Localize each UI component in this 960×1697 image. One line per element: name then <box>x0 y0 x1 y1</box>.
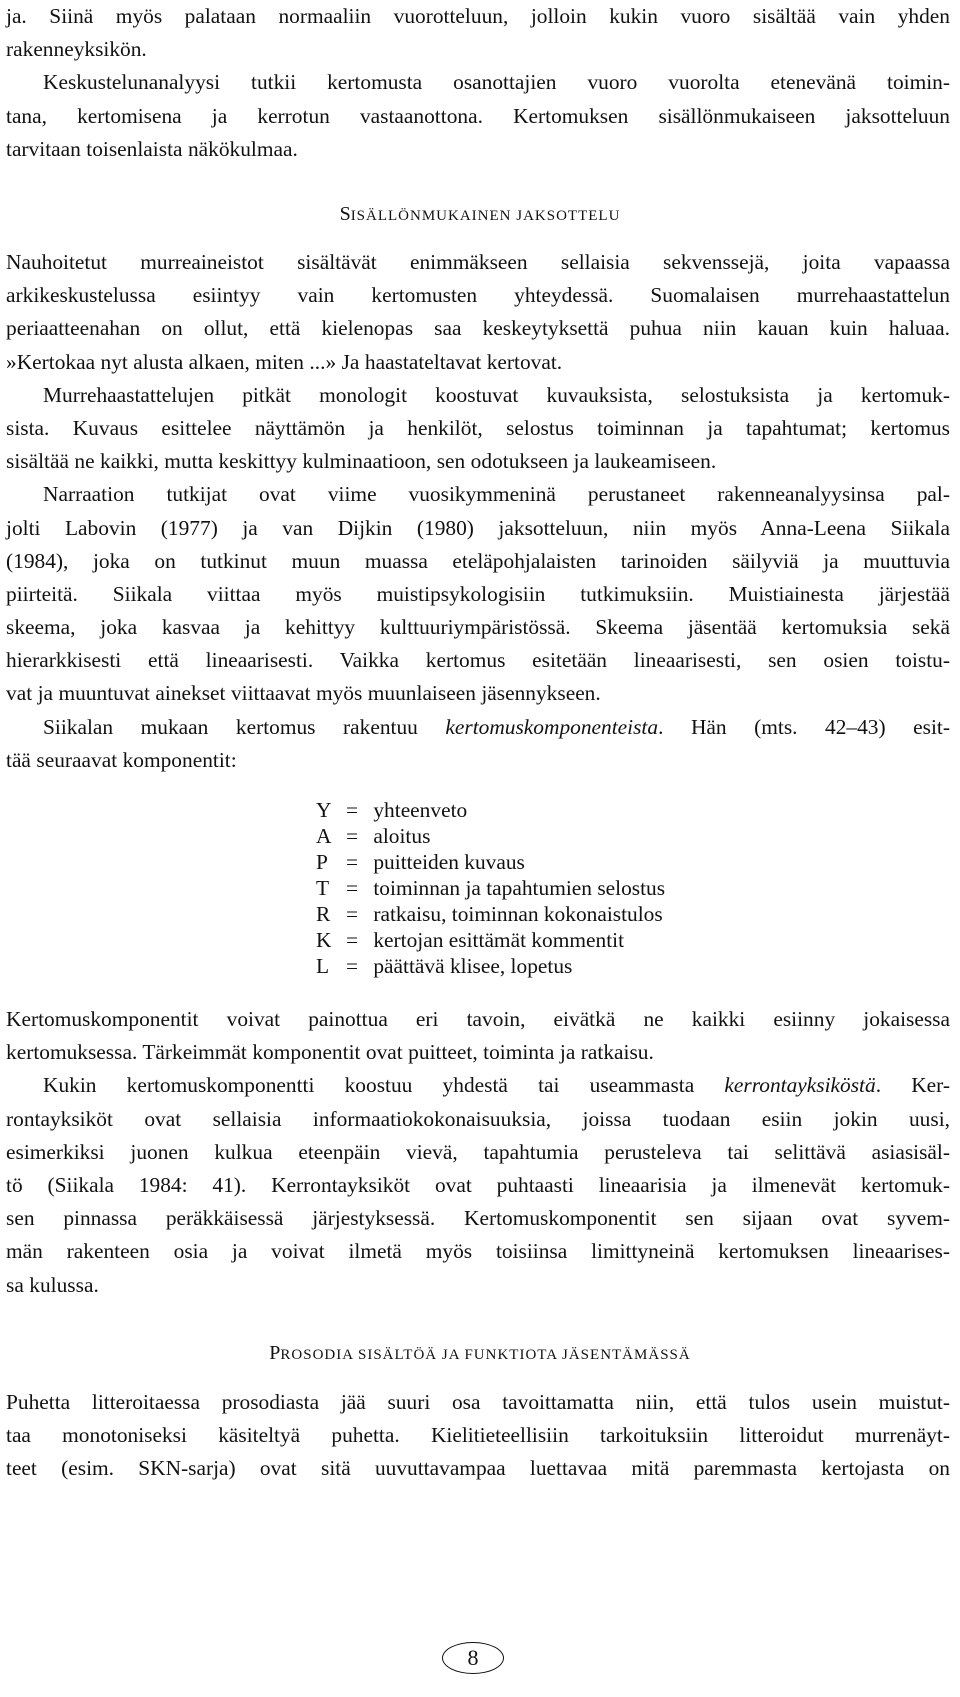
text-line: (1984), joka on tutkinut muun muassa eteläpohjalaisten tarinoiden säilyviä ja muuttuvia <box>6 548 950 573</box>
component-label: päättävä klisee, lopetus <box>373 954 573 978</box>
section-heading-prosodia <box>0 1343 960 1365</box>
component-item: R = ratkaisu, toiminnan kokonaistulos <box>316 902 663 926</box>
component-label: aloitus <box>373 824 431 848</box>
text-line: sisältää ne kaikki, mutta keskittyy kulminaatioon, sen odotukseen ja laukeamiseen. <box>6 449 717 474</box>
emphasis-term: kerrontayksiköstä <box>724 1073 876 1098</box>
text-line: tö (Siikala 1984: 41). Kerrontayksiköt ovat puhtaasti lineaarisia ja ilmenevät kertomuk- <box>6 1172 950 1197</box>
text-run: Kukin kertomuskomponentti koostuu yhdestä tai useammasta <box>43 1073 725 1098</box>
component-key: R <box>316 902 331 926</box>
text-line: sen pinnassa peräkkäisessä järjestyksessä. Kertomuskomponentit sen sijaan ovat syvem- <box>6 1206 950 1231</box>
text-line: jolti Labovin (1977) ja van Dijkin (1980) jaksotteluun, niin myös Anna-Leena Siikala <box>6 515 950 540</box>
component-label: toiminnan ja tapahtumien selostus <box>373 876 666 900</box>
component-label: yhteenveto <box>373 798 468 822</box>
text-line: Kertomuskomponentit voivat painottua eri tavoin, eivätkä ne kaikki esiinny jokaisessa <box>6 1007 950 1031</box>
paragraph-block-4 <box>6 1386 950 1486</box>
heading-rest: ISÄLLÖNMUKAINEN JAKSOTTELU <box>350 208 621 224</box>
text-line: piirteitä. Siikala viittaa myös muistipsykologisiin tutkimuksiin. Muistiainesta järjestää <box>6 581 950 606</box>
text-line: esimerkiksi juonen kulkua eteenpäin vievä, tapahtumia perusteleva tai selittävä asiasisäl- <box>6 1139 950 1164</box>
emphasis-term: kertomuskomponenteista <box>445 714 659 739</box>
component-key: K <box>316 928 332 952</box>
page-number: 8 <box>442 1642 504 1674</box>
text-line: vat ja muuntuvat ainekset viittaavat myös muunlaiseen jäsennykseen. <box>6 681 601 706</box>
text-run: Siikalan mukaan kertomus rakentuu <box>43 714 446 739</box>
text-run: . Hän (mts. 42–43) esit- <box>658 714 950 739</box>
text-line: tarvitaan toisenlaista näkökulmaa. <box>6 136 298 161</box>
text-line: kertomuksessa. Tärkeimmät komponentit ovat puitteet, toiminta ja ratkaisu. <box>6 1040 654 1065</box>
text-line: Narraation tutkijat ovat viime vuosikymmeninä perustaneet rakenneanalyysinsa pal- <box>43 482 950 507</box>
text-line: rontayksiköt ovat sellaisia informaatiokokonaisuuksia, joissa tuodaan esiin jokin uusi, <box>6 1106 950 1131</box>
component-key: A <box>316 824 332 848</box>
text-line: teet (esim. SKN-sarja) ovat sitä uuvuttavampaa luettavaa mitä paremmasta kertojasta on <box>6 1456 950 1481</box>
component-item: K = kertojan esittämät kommentit <box>316 928 625 952</box>
component-item: A = aloitus <box>316 824 431 848</box>
paragraph-block-1 <box>6 0 950 166</box>
component-item: T = toiminnan ja tapahtumien selostus <box>316 876 666 900</box>
text-line: taa monotoniseksi käsiteltyä puhetta. Kielitieteellisiin tarkoituksiin litteroidut murrenäyt- <box>6 1423 950 1448</box>
component-item: Y = yhteenveto <box>316 798 468 822</box>
text-line: Murrehaastattelujen pitkät monologit koostuvat kuvauksista, selostuksista ja kertomuk- <box>43 382 950 407</box>
component-key: P <box>316 850 328 874</box>
text-line: tää seuraavat komponentit: <box>6 747 237 772</box>
heading-initial: S <box>339 203 351 225</box>
text-line: Keskustelunanalyysi tutkii kertomusta osanottajien vuoro vuorolta etenevänä toimin- <box>43 70 950 95</box>
text-line: Nauhoitetut murreaineistot sisältävät enimmäkseen sellaisia sekvenssejä, joita vapaassa <box>6 250 950 274</box>
component-label: puitteiden kuvaus <box>373 850 525 874</box>
text-line: män rakenteen osia ja voivat ilmetä myös toisiinsa limittyneinä kertomuksen lineaarises- <box>6 1239 950 1264</box>
component-key: T <box>316 876 330 900</box>
text-line <box>6 1069 950 1102</box>
section-heading-sisallonmukainen <box>0 204 960 226</box>
text-line: »Kertokaa nyt alusta alkaen, miten ...» Ja haastateltavat kertovat. <box>6 349 563 374</box>
heading-rest: ROSODIA SISÄLTÖÄ JA FUNKTIOTA JÄSENTÄMÄSSÄ <box>280 1347 691 1363</box>
text-line: Puhetta litteroitaessa prosodiasta jää suuri osa tavoittamatta niin, että tulos usein muistut- <box>6 1390 950 1414</box>
text-run: . Ker- <box>875 1073 950 1098</box>
component-label: kertojan esittämät kommentit <box>373 928 625 952</box>
text-line: rakenneyksikön. <box>6 37 147 62</box>
component-item: L = päättävä klisee, lopetus <box>316 954 573 978</box>
text-line <box>6 711 950 744</box>
paragraph-block-2 <box>6 246 950 777</box>
text-line: skeema, joka kasvaa ja kehittyy kulttuuriympäristössä. Skeema jäsentää kertomuksia sekä <box>6 615 950 640</box>
text-line: periaatteenahan on ollut, että kielenopas saa keskeytyksettä puhua niin kauan kuin haluaa. <box>6 316 950 341</box>
text-line: sista. Kuvaus esittelee näyttämön ja henkilöt, selostus toiminnan ja tapahtumat; kertomus <box>6 415 950 440</box>
component-item: P = puitteiden kuvaus <box>316 850 525 874</box>
component-key: L <box>316 954 330 978</box>
text-line: ja. Siinä myös palataan normaaliin vuorotteluun, jolloin kukin vuoro sisältää vain yhden <box>6 4 950 28</box>
text-line: tana, kertomisena ja kerrotun vastaanottona. Kertomuksen sisällönmukaiseen jaksotteluun <box>6 103 950 128</box>
paragraph-block-3 <box>6 1003 950 1302</box>
text-line: hierarkkisesti että lineaarisesti. Vaikka kertomus esitetään lineaarisesti, sen osien toistu- <box>6 648 950 673</box>
component-key: Y <box>316 798 332 822</box>
heading-initial: P <box>269 1342 281 1364</box>
text-line: sa kulussa. <box>6 1272 99 1297</box>
component-label: ratkaisu, toiminnan kokonaistulos <box>373 902 663 926</box>
text-line: arkikeskustelussa esiintyy vain kertomusten yhteydessä. Suomalaisen murrehaastattelun <box>6 283 950 308</box>
